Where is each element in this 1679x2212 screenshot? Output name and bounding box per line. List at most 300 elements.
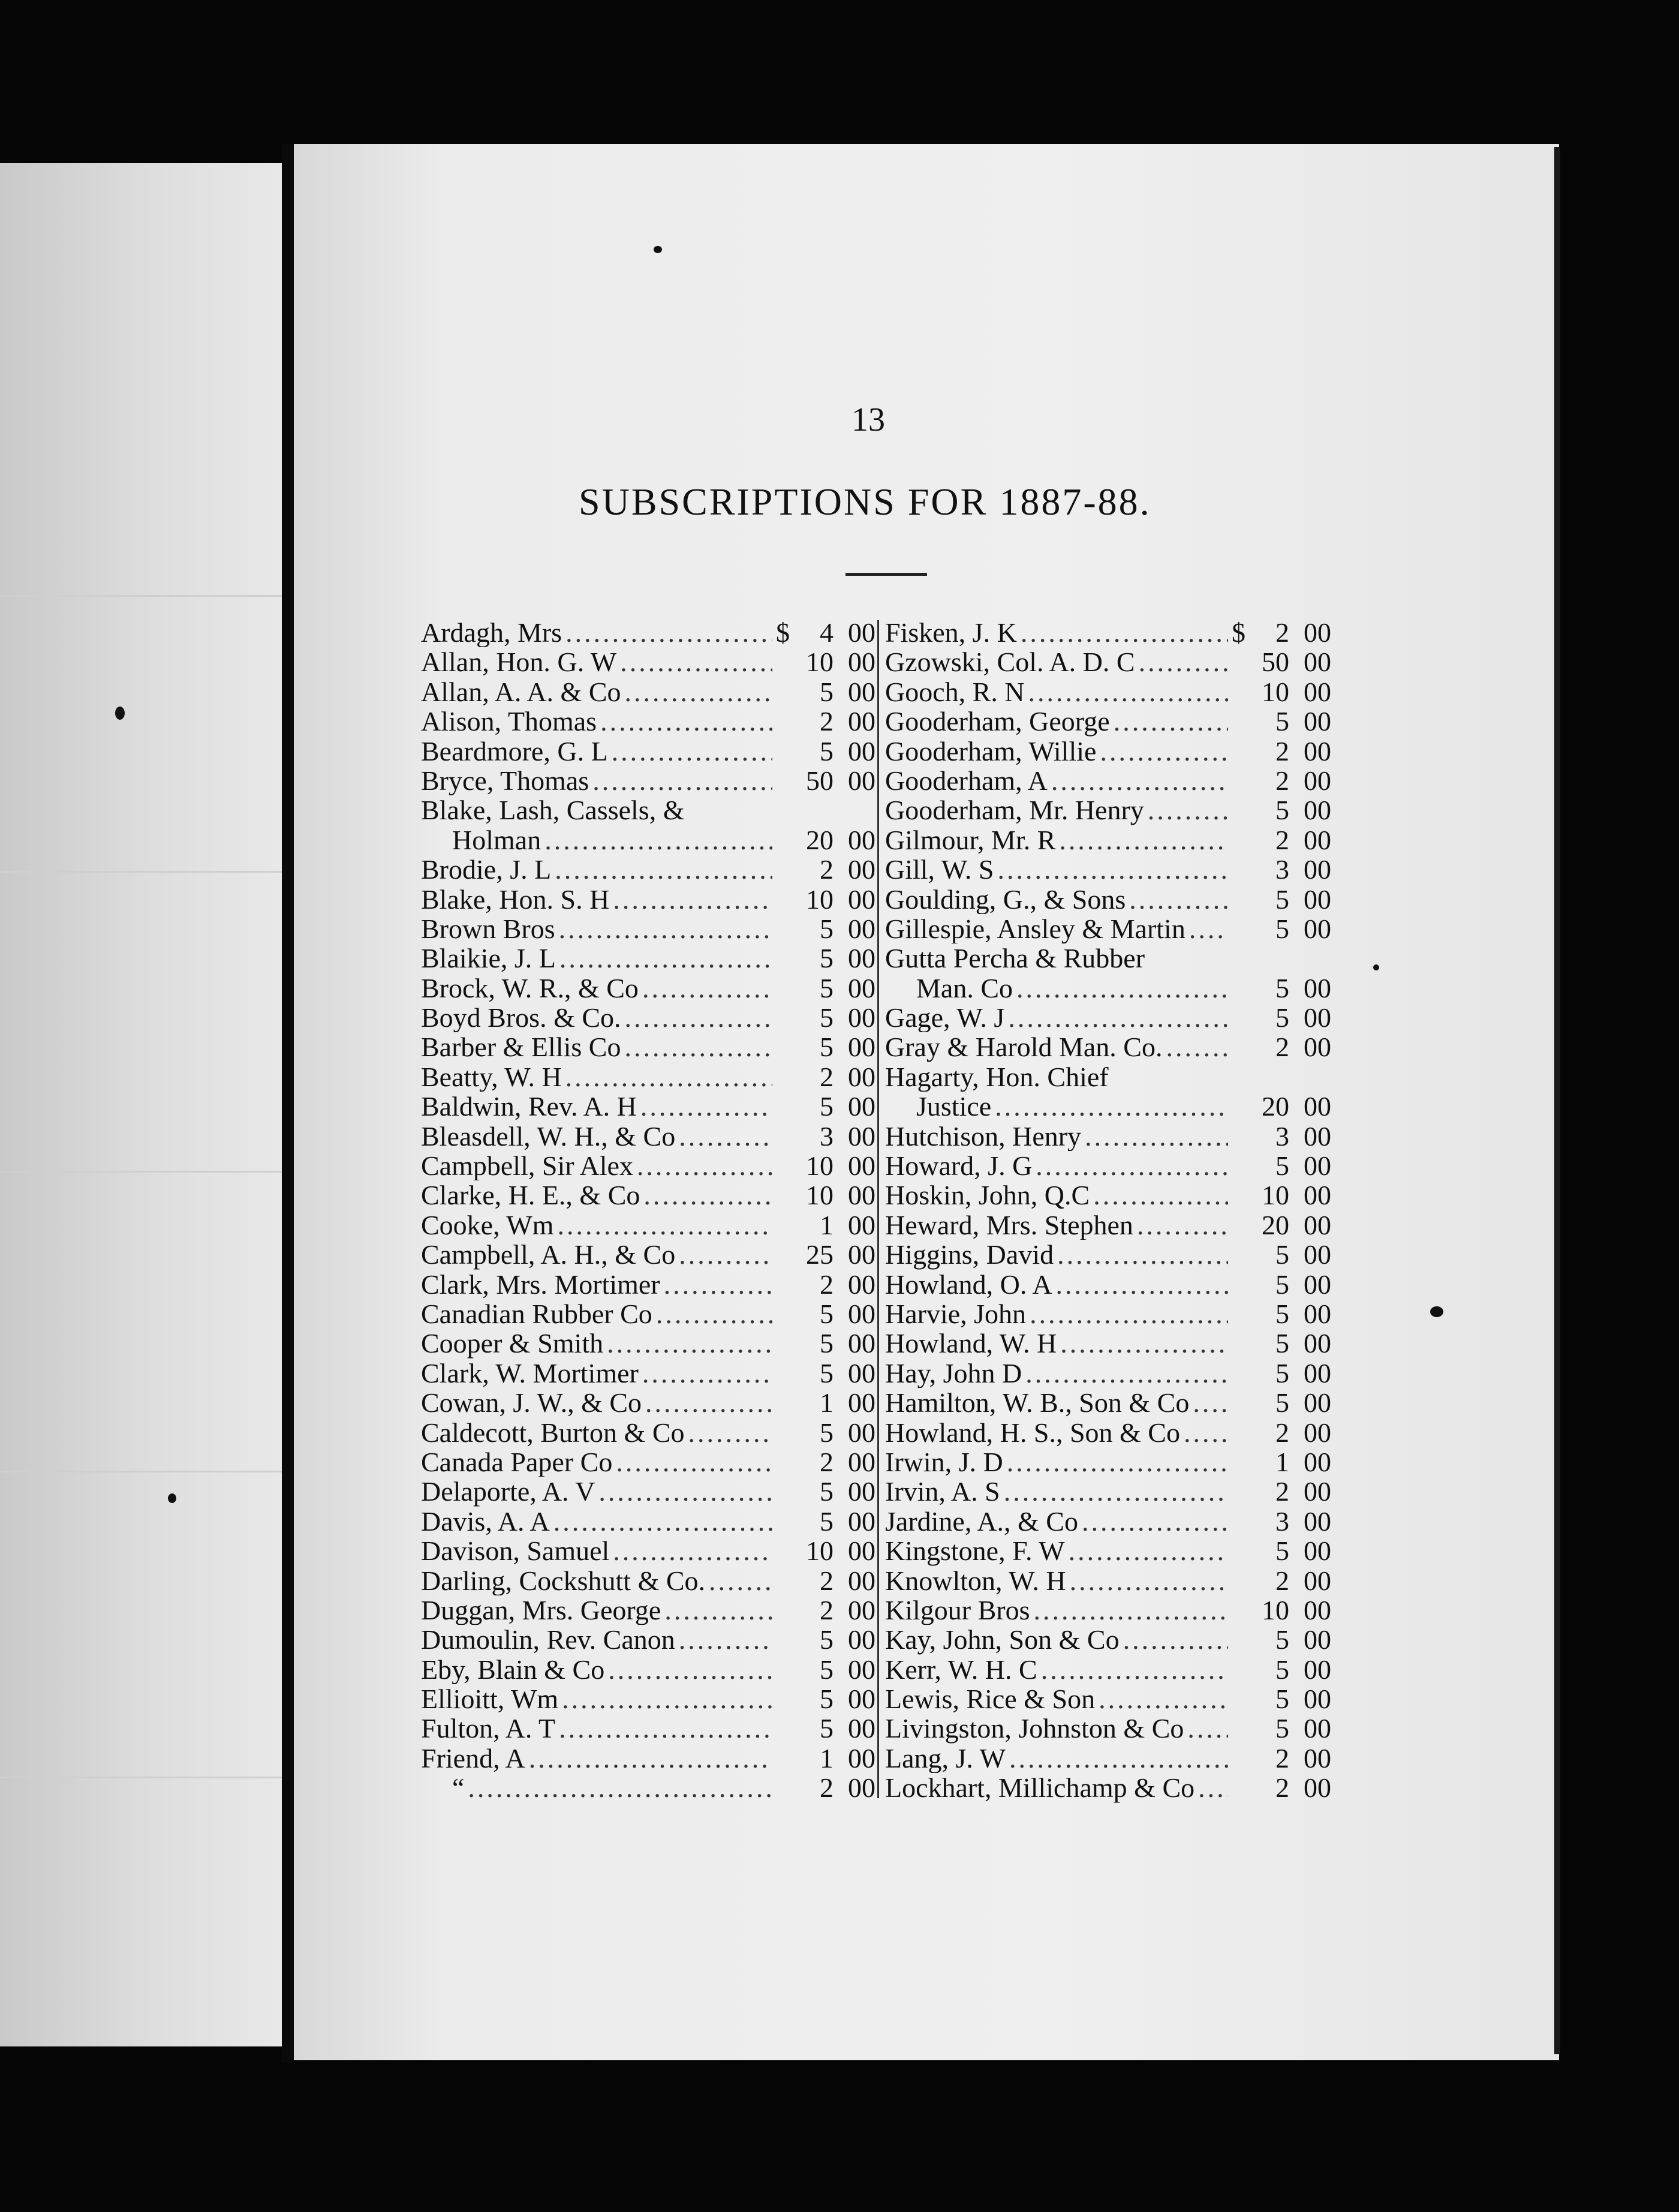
subscription-row [421,914,875,943]
subscription-row [885,1388,1331,1417]
subscription-amount [1232,1595,1331,1625]
subscriber-name: Bleasdell, W. H., & Co [421,1121,676,1152]
leader-dots [1059,825,1228,855]
leader-dots [1021,618,1228,647]
subscription-amount [776,1151,875,1180]
subscription-amount [776,1003,875,1032]
subscription-amount [776,1684,875,1714]
subscription-row [885,677,1331,707]
subscription-amount [776,973,875,1003]
amount-cents: 00 [1304,736,1331,766]
amount-dollars: 5 [1275,1299,1289,1329]
subscriptions-right-column [885,618,1331,1803]
subscriber-name: Blake, Hon. S. H [421,884,610,914]
amount-cents: 00 [1304,884,1331,914]
leader-dots [1198,1773,1228,1802]
amount-cents: 00 [848,913,875,944]
amount-cents: 00 [1304,618,1331,648]
subscription-row [885,1092,1331,1121]
amount-cents: 00 [848,1032,875,1062]
amount-dollars: 10 [806,884,834,914]
subscription-amount [1232,1299,1331,1329]
amount-cents: 00 [1304,1654,1331,1685]
amount-dollars: 3 [1275,1121,1289,1152]
leader-dots [1082,1507,1228,1536]
subscription-amount [1232,795,1331,825]
amount-cents: 00 [848,884,875,914]
subscription-row [421,1447,875,1477]
amount-dollars: 4 [820,618,834,648]
leader-dots [656,1299,772,1329]
subscription-amount [1232,1507,1331,1536]
subscription-amount [776,1329,875,1358]
subscriber-name: Gooderham, Mr. Henry [885,795,1144,825]
subscription-row [421,1062,875,1092]
leader-dots [643,1180,772,1210]
subscription-row [885,1714,1331,1743]
subscription-row [421,1003,875,1032]
amount-dollars: 5 [820,736,834,766]
leader-dots [1007,1447,1228,1477]
amount-dollars: 2 [1275,1477,1289,1507]
subscription-amount [1232,1418,1331,1447]
amount-dollars: 5 [1275,913,1289,944]
subscription-row [421,1744,875,1773]
subscription-amount [776,1270,875,1299]
amount-cents: 00 [848,1506,875,1537]
amount-dollars: 2 [1275,1032,1289,1062]
amount-cents: 00 [848,1625,875,1655]
subscription-amount [776,1744,875,1773]
leader-dots [1093,1180,1228,1210]
subscription-amount [776,885,875,914]
amount-dollars: 5 [1275,1003,1289,1033]
subscription-row [885,1566,1331,1595]
amount-cents: 00 [848,736,875,766]
amount-dollars: 5 [820,1358,834,1388]
subscription-amount [1232,1122,1331,1151]
leader-dots [557,1210,772,1240]
subscriber-name: Canadian Rubber Co [421,1299,652,1329]
subscription-amount [1232,677,1331,707]
subscription-row [885,1032,1331,1062]
leader-dots [1016,973,1228,1003]
subscription-row [421,1092,875,1121]
amount-cents: 00 [1304,1743,1331,1774]
subscription-amount [776,737,875,766]
amount-cents: 00 [848,1447,875,1477]
subscription-row [421,1122,875,1151]
amount-cents: 00 [1304,1003,1331,1033]
amount-cents: 00 [848,1358,875,1388]
subscriber-name: Hagarty, Hon. Chief [885,1062,1109,1092]
subscriber-name: Delaporte, A. V [421,1477,595,1507]
subscription-row [885,1210,1331,1240]
subscription-amount [1232,1655,1331,1684]
subscriber-name: Man. Co [916,973,1013,1003]
leader-dots [998,855,1228,884]
amount-dollars: 5 [1275,1269,1289,1299]
subscription-amount [1232,1329,1331,1358]
ink-speck [1430,1306,1443,1317]
ink-speck [1373,964,1379,970]
leader-dots [679,1122,772,1151]
amount-dollars: 2 [1275,736,1289,766]
subscriber-name: Gooch, R. N [885,677,1025,707]
subscription-row [885,618,1331,647]
left-page [0,163,282,2046]
subscriber-name: Kay, John, Son & Co [885,1625,1120,1655]
subscription-amount [1232,1773,1331,1802]
subscriber-name: Beardmore, G. L [421,736,608,766]
ink-speck [168,1493,176,1503]
subscriber-name: Fulton, A. T [421,1714,556,1744]
subscription-row [421,1714,875,1743]
leader-dots [625,1003,772,1032]
subscription-row [421,1388,875,1417]
subscription-row [421,1655,875,1684]
leader-dots [1041,1655,1228,1684]
subscription-row [421,1595,875,1625]
amount-cents: 00 [848,855,875,885]
subscription-row [421,677,875,707]
leader-dots [613,885,772,914]
amount-dollars: 2 [820,1447,834,1477]
subscriber-name: Alison, Thomas [421,707,597,737]
amount-dollars: 5 [820,913,834,944]
amount-cents: 00 [848,677,875,707]
amount-dollars: 2 [1275,618,1289,648]
subscription-amount [1232,914,1331,943]
leader-dots [612,737,772,766]
amount-dollars: 5 [1275,1684,1289,1714]
amount-dollars: 1 [820,1388,834,1418]
subscriber-name: Clark, Mrs. Mortimer [421,1269,660,1299]
subscription-row [885,1447,1331,1477]
amount-cents: 00 [1304,1329,1331,1359]
subscription-row [885,707,1331,736]
amount-dollars: 10 [1262,1180,1289,1210]
subscription-amount [776,647,875,677]
subscriber-name: Friend, A [421,1743,525,1774]
leader-dots [1036,1151,1228,1180]
leader-dots [559,1714,772,1743]
leader-dots [620,647,772,677]
leader-dots [1193,1388,1228,1417]
amount-cents: 00 [1304,1180,1331,1210]
subscription-amount [1232,737,1331,766]
subscriber-name: Blaikie, J. L [421,943,556,973]
subscription-amount [1232,1684,1331,1714]
amount-dollars: 20 [1262,1210,1289,1240]
subscription-amount [1232,1477,1331,1506]
subscription-row [421,1536,875,1565]
leader-dots [637,1151,772,1180]
subscriber-name: Gilmour, Mr. R [885,825,1056,855]
leader-dots [1123,1625,1228,1654]
subscriptions-left-column [421,618,875,1803]
amount-dollars: 10 [1262,677,1289,707]
leader-dots [565,1062,772,1092]
subscriber-name: Kerr, W. H. C [885,1654,1037,1685]
subscriber-name: Brodie, J. L [421,855,552,885]
amount-cents: 00 [848,1417,875,1447]
leader-dots [1004,1477,1228,1506]
leader-dots [598,1477,772,1506]
amount-dollars: 3 [1275,1506,1289,1537]
subscriber-name: Hamilton, W. B., Son & Co [885,1388,1190,1418]
ruled-line [0,1171,282,1173]
leader-dots [1137,1210,1228,1240]
subscription-amount [776,1122,875,1151]
amount-cents: 00 [1304,1447,1331,1477]
subscriber-name: Allan, A. A. & Co [421,677,621,707]
amount-dollars: 5 [1275,973,1289,1003]
amount-cents: 00 [848,1684,875,1714]
amount-cents: 00 [1304,855,1331,885]
ruled-line [0,1777,282,1778]
leader-dots [1057,1240,1228,1269]
leader-dots [1166,1032,1228,1062]
subscriber-name: Hoskin, John, Q.C [885,1180,1090,1210]
subscription-row [421,766,875,795]
subscription-amount [776,707,875,736]
amount-cents: 00 [1304,913,1331,944]
leader-dots [1184,1418,1228,1447]
amount-cents: 00 [848,647,875,677]
amount-dollars: 2 [820,1773,834,1803]
subscription-amount [776,1032,875,1062]
amount-dollars: 5 [820,1329,834,1359]
leader-dots [1030,1299,1228,1329]
amount-dollars: 5 [1275,1536,1289,1566]
subscription-amount [776,1299,875,1329]
leader-dots [468,1773,772,1802]
page-edge [1554,147,1560,2054]
subscription-amount [1232,1744,1331,1773]
subscriber-name: Lang, J. W [885,1743,1006,1774]
leader-dots [1070,1566,1228,1595]
subscriber-name: Fisken, J. K [885,618,1017,648]
subscription-amount [1232,1003,1331,1032]
subscription-row [885,795,1331,825]
subscriber-name: Beatty, W. H [421,1062,562,1092]
subscription-row [421,1299,875,1329]
subscription-amount [1232,855,1331,884]
leader-dots [1056,1270,1228,1299]
subscriber-name: Kilgour Bros [885,1595,1030,1625]
subscription-row [421,1477,875,1506]
subscriber-name: Davison, Samuel [421,1536,610,1566]
subscription-amount [1232,1270,1331,1299]
subscription-amount [1232,707,1331,736]
subscription-amount [776,1507,875,1536]
subscriber-name: Holman [452,825,541,855]
subscription-amount [1232,647,1331,677]
amount-cents: 00 [1304,1032,1331,1062]
subscriber-name: Cowan, J. W., & Co [421,1388,642,1418]
amount-dollars: 3 [820,1121,834,1152]
subscription-amount [1232,618,1331,647]
amount-cents: 00 [848,1269,875,1299]
amount-dollars: 5 [820,943,834,973]
subscriber-name: Cooper & Smith [421,1329,604,1359]
amount-cents: 00 [1304,1417,1331,1447]
amount-dollars: 2 [820,1565,834,1595]
amount-dollars: 5 [820,1417,834,1447]
subscription-amount [1232,1714,1331,1743]
amount-cents: 00 [1304,1536,1331,1566]
subscriber-name: Eby, Blain & Co [421,1654,605,1685]
subscriber-name: Clark, W. Mortimer [421,1358,639,1388]
amount-cents: 00 [848,1329,875,1359]
amount-dollars: 2 [820,855,834,885]
amount-dollars: 25 [806,1240,834,1270]
amount-dollars: 5 [1275,884,1289,914]
amount-cents: 00 [1304,1625,1331,1655]
amount-cents: 00 [848,707,875,737]
subscription-row [421,1032,875,1062]
subscription-amount [1232,1447,1331,1477]
subscription-row [885,1595,1331,1625]
leader-dots [1051,766,1228,795]
subscription-amount [776,1210,875,1240]
subscription-row [885,885,1331,914]
amount-dollars: 50 [806,765,834,796]
subscription-row [421,647,875,677]
amount-cents: 00 [848,1536,875,1566]
amount-cents: 00 [1304,765,1331,796]
subscriber-name: Gooderham, A [885,765,1048,796]
amount-dollars: 10 [806,1536,834,1566]
amount-dollars: 5 [820,1625,834,1655]
subscription-amount [776,1062,875,1092]
leader-dots [1114,707,1228,736]
subscription-amount [776,914,875,943]
leader-dots [607,1329,772,1358]
subscriber-name: Howland, H. S., Son & Co [885,1417,1180,1447]
amount-cents: 00 [1304,1358,1331,1388]
subscription-amount [1232,1032,1331,1062]
subscription-amount [1232,1210,1331,1240]
subscription-row [885,1003,1331,1032]
amount-dollars: 1 [820,1210,834,1240]
amount-cents: 00 [1304,707,1331,737]
ruled-line [0,871,282,873]
column-divider [877,620,879,1798]
amount-cents: 00 [848,1565,875,1595]
amount-dollars: 5 [1275,1654,1289,1685]
amount-cents: 00 [848,1003,875,1033]
leader-dots [1187,1714,1228,1743]
amount-cents: 00 [1304,1092,1331,1122]
subscriber-name: Gage, W. J [885,1003,1005,1033]
subscription-row [885,1418,1331,1447]
leader-dots [664,1595,772,1625]
leader-dots [995,1092,1228,1121]
subscription-amount [776,1625,875,1654]
subscription-row [885,1684,1331,1714]
subscriber-name: Gill, W. S [885,855,994,885]
leader-dots [1008,1003,1228,1032]
amount-cents: 00 [1304,1388,1331,1418]
subscriber-name: Cooke, Wm [421,1210,554,1240]
subscription-amount [776,1477,875,1506]
amount-cents: 00 [848,1121,875,1152]
subscription-row [885,1744,1331,1773]
subscription-row [421,855,875,884]
subscription-amount [776,677,875,707]
subscription-row [885,1151,1331,1180]
amount-dollars: 5 [1275,1388,1289,1418]
amount-dollars: 5 [1275,1240,1289,1270]
subscription-row [421,1773,875,1802]
amount-cents: 00 [1304,1714,1331,1744]
subscription-amount [776,1240,875,1269]
subscriber-name: Kingstone, F. W [885,1536,1065,1566]
subscriber-name: Jardine, A., & Co [885,1506,1078,1537]
amount-dollars: 5 [1275,1625,1289,1655]
subscription-row [421,1359,875,1388]
amount-dollars: 2 [820,1269,834,1299]
subscriber-name: Davis, A. A [421,1506,550,1537]
leader-dots [1085,1122,1228,1151]
subscriber-name: Irwin, J. D [885,1447,1003,1477]
subscription-row [885,737,1331,766]
subscription-row [885,647,1331,677]
subscriber-name: Gillespie, Ansley & Martin [885,913,1185,944]
amount-dollars: 5 [1275,795,1289,825]
subscriber-name: Irvin, A. S [885,1477,1000,1507]
subscription-row [421,618,875,647]
leader-dots [1034,1595,1229,1625]
subscriber-name: Boyd Bros. & Co. [421,1003,621,1033]
leader-dots [529,1744,772,1773]
amount-cents: 00 [848,1477,875,1507]
subscriber-name: “ [452,1773,465,1803]
currency-sign: $ [776,618,790,648]
amount-cents: 00 [848,973,875,1003]
amount-dollars: 10 [1262,1595,1289,1625]
amount-dollars: 2 [1275,1565,1289,1595]
amount-cents: 00 [848,825,875,855]
subscription-row [421,885,875,914]
subscriber-name: Bryce, Thomas [421,765,589,796]
leader-dots [613,1536,772,1565]
leader-dots [679,1240,772,1269]
subscription-row [885,1655,1331,1684]
subscription-row [421,1240,875,1269]
subscription-amount [776,1536,875,1565]
leader-dots [616,1447,772,1477]
leader-dots [559,943,772,973]
amount-dollars: 2 [820,707,834,737]
subscription-amount [776,1566,875,1595]
amount-dollars: 5 [820,1477,834,1507]
subscription-amount [776,943,875,973]
subscription-amount [776,766,875,795]
subscriber-name: Hay, John D [885,1358,1022,1388]
amount-cents: 00 [1304,1595,1331,1625]
leader-dots [562,1684,772,1714]
leader-dots [559,914,772,943]
leader-dots [625,677,772,707]
amount-cents: 00 [1304,1210,1331,1240]
subscriber-name: Gutta Percha & Rubber [885,943,1145,973]
subscription-row [885,943,1331,973]
amount-cents: 00 [848,1388,875,1418]
subscription-row [885,1180,1331,1210]
